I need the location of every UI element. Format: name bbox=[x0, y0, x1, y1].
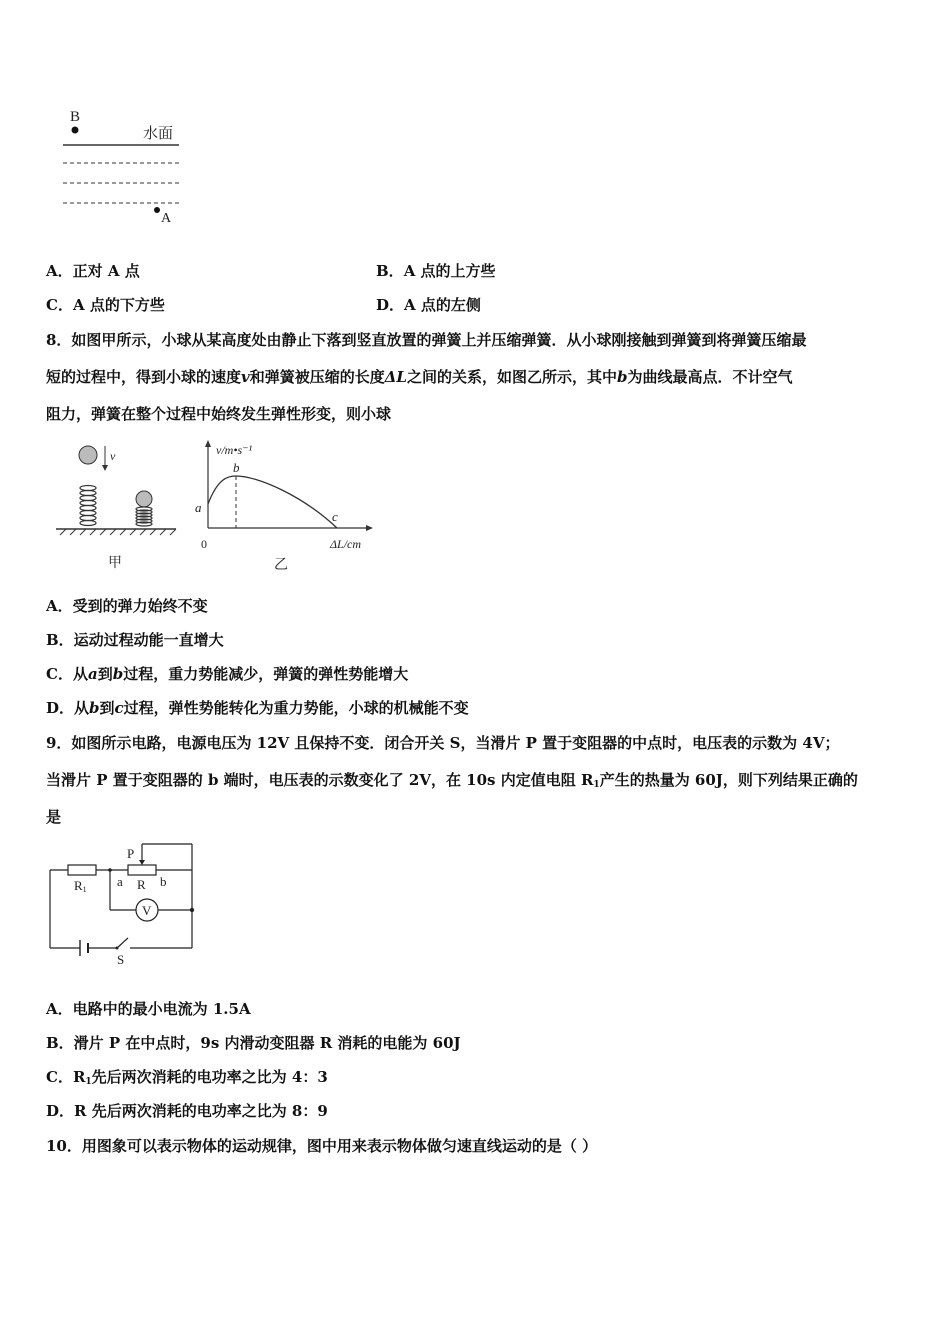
q8-option-a[interactable]: A．受到的弹力始终不变 bbox=[46, 597, 208, 615]
q7-option-d[interactable]: D．A 点的左侧 bbox=[376, 296, 481, 314]
voltmeter-label: V bbox=[142, 903, 152, 918]
falling-ball bbox=[79, 446, 97, 464]
velocity-label: v bbox=[110, 449, 116, 463]
graph-origin-label: 0 bbox=[201, 537, 207, 551]
velocity-curve bbox=[208, 476, 337, 528]
figure-yi-label: 乙 bbox=[274, 558, 288, 573]
curve-point-c: c bbox=[332, 509, 338, 524]
point-b-dot bbox=[72, 127, 79, 134]
point-a-label: A bbox=[161, 211, 172, 225]
graph-x-arrowhead bbox=[366, 525, 373, 531]
water-surface-label: 水面 bbox=[143, 126, 174, 142]
q9-option-a[interactable]: A．电路中的最小电流为 1.5A bbox=[46, 1000, 251, 1018]
r-label: R bbox=[137, 877, 146, 892]
graph-x-axis-label: ΔL/cm bbox=[330, 537, 362, 551]
slider-p-label: P bbox=[127, 846, 135, 861]
point-a-dot bbox=[154, 207, 160, 213]
spring-velocity-figure bbox=[48, 438, 388, 578]
q9-stem-line-2: 当滑片 P 置于变阻器的 b 端时，电压表的示数变化了 2V，在 10s 内定值电阻 $R_1$产生的热量为 60J，则下列结果正确的 bbox=[46, 771, 858, 790]
ball-on-spring bbox=[136, 491, 152, 507]
q8-option-b[interactable]: B．运动过程动能一直增大 bbox=[46, 631, 224, 649]
q7-option-c[interactable]: C．A 点的下方些 bbox=[46, 296, 165, 314]
resistor-r1 bbox=[68, 865, 96, 875]
slider-p-arrowhead bbox=[139, 860, 145, 865]
q8-stem-line-1: 8．如图甲所示，小球从某高度处由静止下落到竖直放置的弹簧上并压缩弹簧．从小球刚接触到弹簧到将弹簧压缩最 bbox=[46, 331, 807, 349]
junction-right bbox=[190, 908, 194, 912]
graph-y-arrowhead bbox=[205, 440, 211, 447]
point-b-label: B bbox=[70, 109, 81, 125]
curve-point-a: a bbox=[195, 500, 202, 515]
q9-option-b[interactable]: B．滑片 P 在中点时，9s 内滑动变阻器 R 消耗的电能为 60J bbox=[46, 1034, 461, 1052]
q8-stem-line-3: 阻力，弹簧在整个过程中始终发生弹性形变，则小球 bbox=[46, 405, 392, 423]
q7-option-a[interactable]: A．正对 A 点 bbox=[46, 262, 140, 280]
circuit-diagram bbox=[40, 838, 210, 968]
spring-uncompressed bbox=[80, 486, 96, 526]
switch-lever bbox=[117, 938, 128, 948]
figure-jia-label: 甲 bbox=[108, 556, 122, 571]
q9-stem-line-1: 9．如图所示电路，电源电压为 12V 且保持不变．闭合开关 S，当滑片 P 置于变阻器的中点时，电压表的示数为 4V； bbox=[46, 734, 840, 752]
q7-option-b[interactable]: B．A 点的上方些 bbox=[376, 262, 496, 280]
curve-point-b: b bbox=[233, 460, 240, 475]
rheostat-r bbox=[128, 865, 156, 875]
spring-compressed bbox=[136, 507, 152, 526]
q9-option-c[interactable]: C．$R_1$先后两次消耗的电功率之比为 4：3 bbox=[46, 1068, 328, 1087]
ground-hatch bbox=[60, 529, 176, 535]
junction-left bbox=[108, 868, 112, 872]
water-surface-figure bbox=[55, 105, 195, 225]
q8-option-c[interactable]: C．从a到b过程，重力势能减少，弹簧的弹性势能增大 bbox=[46, 665, 409, 683]
q8-stem-line-2: 短的过程中，得到小球的速度v和弹簧被压缩的长度ΔL之间的关系，如图乙所示，其中b为曲线最高点．不计空气 bbox=[46, 368, 793, 386]
q9-option-d[interactable]: D．R 先后两次消耗的电功率之比为 8：9 bbox=[46, 1102, 328, 1120]
a-end-label: a bbox=[117, 874, 123, 889]
q10-stem-line-1: 10．用图象可以表示物体的运动规律，图中用来表示物体做匀速直线运动的是（ ） bbox=[46, 1137, 598, 1155]
velocity-arrowhead bbox=[102, 465, 108, 471]
r1-label: R1 bbox=[74, 878, 87, 894]
q9-stem-line-3: 是 bbox=[46, 808, 62, 826]
switch-label: S bbox=[117, 952, 125, 967]
b-end-label: b bbox=[160, 874, 167, 889]
graph-y-axis-label: v/m•s⁻¹ bbox=[216, 443, 253, 457]
q8-option-d[interactable]: D．从b到c过程，弹性势能转化为重力势能，小球的机械能不变 bbox=[46, 699, 469, 717]
